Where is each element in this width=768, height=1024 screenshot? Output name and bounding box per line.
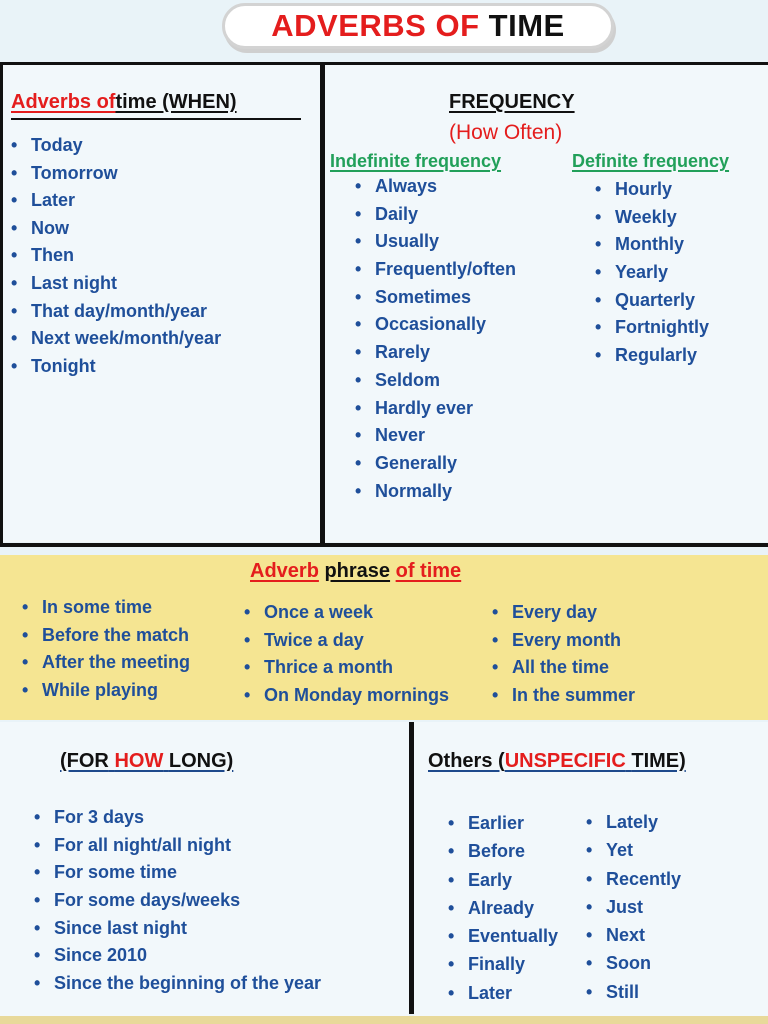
how-long-panel [0,722,409,1024]
indefinite-list-item: • Seldom [353,367,516,395]
indefinite-heading: Indefinite frequency [330,151,502,171]
definite-list-item: • Fortnightly [593,314,709,342]
indefinite-list-item: • Always [353,173,516,201]
indefinite-list-item: • Sometimes [353,284,516,312]
phrase-col-2 [242,599,449,709]
how-long-list-item: • For some days/weeks [32,887,321,915]
how-long-heading [60,750,233,773]
when-list-item: • Now [9,215,221,243]
left-border [0,62,3,544]
when-list-item: • Then [9,242,221,270]
unspecific-list-item: • Eventually [446,922,558,950]
definite-list [593,176,709,370]
when-heading-underline [11,118,301,120]
phrase-col-3 [490,599,635,709]
when-list-item: • Later [9,187,221,215]
unspecific-list-item: • Finally [446,950,558,978]
phrase-list-item: • Every month [490,627,635,655]
phrase-list-item: • After the meeting [20,649,190,677]
title-part2: TIME [488,8,565,43]
phrase-heading-black: phrase [324,560,391,582]
unspecific-heading [428,750,686,773]
how-long-list-item: • Since last night [32,915,321,943]
definite-list-item: • Monthly [593,231,709,259]
phrase-list-item: • While playing [20,677,190,705]
how-long-heading-open: (FOR [60,750,109,772]
definite-list-item: • Quarterly [593,287,709,315]
definite-list-item: • Weekly [593,204,709,232]
unspecific-list-item: • Already [446,894,558,922]
when-list-item: • Tonight [9,353,221,381]
unspecific-list-item: • Still [584,978,681,1006]
phrase-heading-red2: of time [395,560,462,582]
title-part1: ADVERBS OF [271,8,480,43]
unspecific-list-item: • Just [584,893,681,921]
how-long-list-item: • Since 2010 [32,942,321,970]
definite-list-item: • Regularly [593,342,709,370]
phrase-list-item: • Before the match [20,622,190,650]
indefinite-list [353,173,516,505]
phrase-panel [0,555,768,720]
how-long-list [32,804,321,998]
indefinite-list-item: • Daily [353,201,516,229]
mid-divider [0,543,768,547]
indefinite-list-item: • Generally [353,450,516,478]
phrase-list-item: • Twice a day [242,627,449,655]
when-list-item: • Today [9,132,221,160]
when-list-item: • Next week/month/year [9,325,221,353]
phrase-heading-red1: Adverb [250,560,319,582]
phrase-list-item: • All the time [490,654,635,682]
header [0,0,768,62]
frequency-subheading: (How Often) [449,121,563,144]
how-long-list-item: • For some time [32,859,321,887]
indefinite-list-item: • Rarely [353,339,516,367]
frequency-panel [325,65,768,542]
phrase-list-item: • In the summer [490,682,635,710]
indefinite-list-item: • Never [353,422,516,450]
phrase-list-item: • Every day [490,599,635,627]
bottom-edge [0,1016,768,1024]
how-long-list-item: • For 3 days [32,804,321,832]
how-long-heading-red: HOW [114,750,164,772]
definite-list-item: • Hourly [593,176,709,204]
when-list-item: • Tomorrow [9,160,221,188]
unspecific-list-item: • Yet [584,836,681,864]
when-list-item: • Last night [9,270,221,298]
unspecific-list-item: • Later [446,979,558,1007]
when-list [9,132,221,380]
unspecific-panel [414,722,768,1024]
when-heading-black: time (WHEN) [115,91,237,113]
unspecific-heading-close: TIME) [631,750,686,772]
phrase-col-1 [20,594,190,704]
unspecific-list-item: • Early [446,866,558,894]
frequency-heading: FREQUENCY [449,91,575,113]
definite-heading: Definite frequency [572,151,730,171]
unspecific-list-item: • Lately [584,808,681,836]
how-long-heading-close: LONG) [168,750,234,772]
phrase-list-item: • On Monday mornings [242,682,449,710]
unspecific-list-item: • Before [446,837,558,865]
unspecific-col-1 [446,809,558,1007]
unspecific-list-item: • Next [584,921,681,949]
indefinite-list-item: • Normally [353,478,516,506]
phrase-list-item: • In some time [20,594,190,622]
unspecific-list-item: • Recently [584,865,681,893]
phrase-heading [250,560,461,583]
how-long-list-item: • Since the beginning of the year [32,970,321,998]
unspecific-list-item: • Soon [584,949,681,977]
when-panel [3,65,320,542]
indefinite-list-item: • Usually [353,228,516,256]
indefinite-list-item: • Hardly ever [353,395,516,423]
indefinite-list-item: • Occasionally [353,311,516,339]
unspecific-heading-red: UNSPECIFIC [504,750,626,772]
phrase-list-item: • Thrice a month [242,654,449,682]
page-title [222,3,614,49]
when-list-item: • That day/month/year [9,298,221,326]
how-long-list-item: • For all night/all night [32,832,321,860]
definite-list-item: • Yearly [593,259,709,287]
unspecific-heading-open: Others ( [428,750,505,772]
when-heading-red: Adverbs of [11,91,116,113]
when-heading [11,91,237,114]
unspecific-col-2 [584,808,681,1006]
unspecific-list-item: • Earlier [446,809,558,837]
indefinite-list-item: • Frequently/often [353,256,516,284]
phrase-list-item: • Once a week [242,599,449,627]
